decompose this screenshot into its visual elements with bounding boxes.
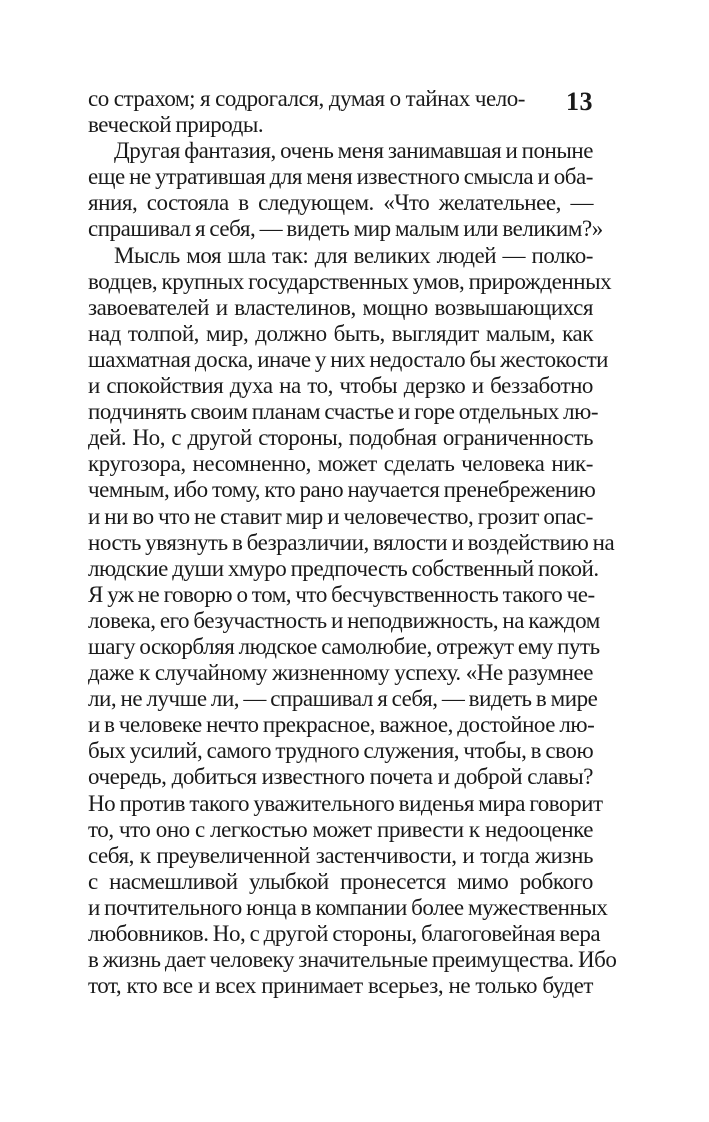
text-line: спрашивал я себя, — видеть мир малым или великим?» [88, 216, 603, 242]
text-line: любовников. Но, с другой стороны, благоговейная вера [88, 921, 601, 946]
text-line: еще не утратившая для меня известного смысла и оба- [88, 164, 593, 190]
text-line: водцев, крупных государственных умов, прирожденных [88, 268, 612, 294]
text-line: ли, не лучше ли, — спрашивал я себя, — видеть в мире [88, 686, 598, 712]
text-line: со страхом; я содрогался, думая о тайнах чело- [88, 86, 525, 111]
body-text [88, 86, 617, 999]
text-line: и ни во что не ставит мир и человечество, грозит опас- [88, 503, 593, 529]
text-line: ность увязнуть в безразличии, вялости и воздействию на [88, 529, 615, 555]
text-line: подчинять своим планам счастье и горе отдельных лю- [88, 399, 599, 425]
text-line: Другая фантазия, очень меня занимавшая и поныне [114, 138, 594, 164]
text-line: себя, к преувеличенной застенчивости, и тогда жизнь [88, 842, 593, 868]
text-line: ловека, его безучастность и неподвижность, на каждом [88, 607, 600, 633]
text-line: в жизнь дает человеку значительные преимущества. Ибо [88, 947, 617, 973]
text-line: даже к случайному жизненному успеху. «Не разумнее [88, 660, 593, 686]
text-line: бых усилий, самого трудного служения, чтобы, в свою [88, 738, 594, 764]
text-line: очередь, добиться известного почета и доброй славы? [88, 764, 593, 790]
text-line: Я уж не говорю о том, что бесчувственность такого че- [88, 581, 595, 607]
text-line: чемным, ибо тому, кто рано научается пренебрежению [88, 477, 596, 503]
text-line: Но против такого уважительного виденья мира говорит [88, 790, 603, 816]
text-line: завоевателей и властелинов, мощно возвышающихся [88, 294, 593, 320]
text-line: и спокойствия духа на то, чтобы дерзко и беззаботно [88, 373, 593, 399]
text-line: Мысль моя шла так: для великих людей — полко- [114, 242, 593, 268]
text-line: и почтительного юнца в компании более мужественных [88, 894, 608, 920]
text-line: шагу оскорбляя людское самолюбие, отрежут ему путь [88, 633, 600, 659]
text-line: с насмешливой улыбкой пронесется мимо робкого [88, 868, 593, 894]
text-line: кругозора, несомненно, может сделать человека ник- [88, 451, 593, 477]
text-line: яния, состояла в следующем. «Что желательнее, — [88, 190, 593, 216]
text-line: и в человеке нечто прекрасное, важное, достойное лю- [88, 712, 595, 738]
text-line: веческой природы. [88, 112, 264, 138]
text-line: шахматная доска, иначе у них недостало бы жестокости [88, 346, 609, 372]
page-number: 13 [566, 87, 593, 116]
text-line: тот, кто все и всех принимает всерьез, не только будет [88, 973, 593, 999]
text-line: над толпой, мир, должно быть, выглядит малым, как [88, 320, 593, 346]
text-line: людские души хмуро предпочесть собственный покой. [88, 555, 599, 581]
text-line: дей. Но, с другой стороны, подобная ограниченность [88, 425, 593, 451]
text-line: то, что оно с легкостью может привести к недооценке [88, 816, 593, 842]
